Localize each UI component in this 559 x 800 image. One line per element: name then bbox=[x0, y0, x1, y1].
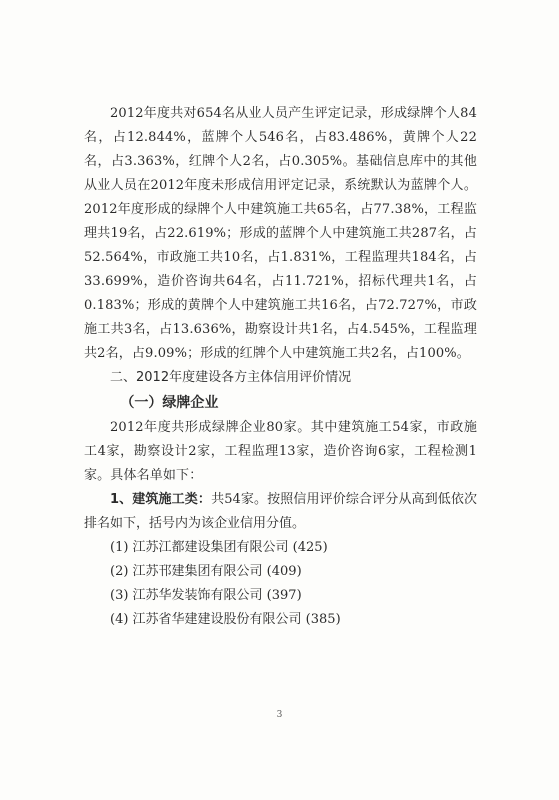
green-enterprise-paragraph: 2012年度共形成绿牌企业80家。其中建筑施工54家，市政施工4家，勘察设计2家，工程监理13家，造价咨询6家，工程检测1家。具体名单如下： bbox=[84, 420, 477, 483]
scan-artifact bbox=[226, 512, 236, 519]
section-heading: 二、2012年度建设各方主体信用评价情况 bbox=[110, 370, 352, 385]
document-body bbox=[84, 102, 477, 632]
category-label: 1、建筑施工类： bbox=[110, 492, 212, 507]
company-list-item: (2) 江苏邗建集团有限公司 (409) bbox=[110, 564, 302, 579]
category-text: 共54家。按照信用评价综合评分从高到低依次排名如下，括号内为该企业信用分值。 bbox=[84, 492, 478, 531]
construction-category-paragraph bbox=[84, 488, 477, 536]
company-list-item: (1) 江苏江都建设集团有限公司 (425) bbox=[110, 540, 328, 555]
company-list-item: (3) 江苏华发装饰有限公司 (397) bbox=[110, 588, 302, 603]
company-list-item: (4) 江苏省华建建设股份有限公司 (385) bbox=[110, 612, 341, 627]
intro-paragraph: 2012年度共对654名从业人员产生评定记录，形成绿牌个人84名，占12.844%，蓝牌个人546名，占83.486%，黄牌个人22名，占3.363%，红牌个人2名，占0.305%。基础信息库中的其他从业人员在2012年度未形成信用评定记录，系统默认为蓝牌个人。2012年度形成的绿牌个人中建筑施工共65名，占77.38%，工程监理共19名，占22.619%；形成的蓝牌个人中建筑施工共287名，占52.564%，市政施工共10名，占1.831%，工程监理共184名，占33.699%，造价咨询共64名，占11.721%，招标代理共1名，占0.183%；形成的黄牌个人中建筑施工共16名，占72.727%，市政施工共3名，占13.636%，勘察设计共1名，占4.545%，工程监理共2名，占9.09%；形成的红牌个人中建筑施工共2名，占100%。 bbox=[84, 106, 477, 361]
page-number: 3 bbox=[276, 710, 283, 720]
subsection-heading: （一）绿牌企业 bbox=[120, 395, 219, 411]
